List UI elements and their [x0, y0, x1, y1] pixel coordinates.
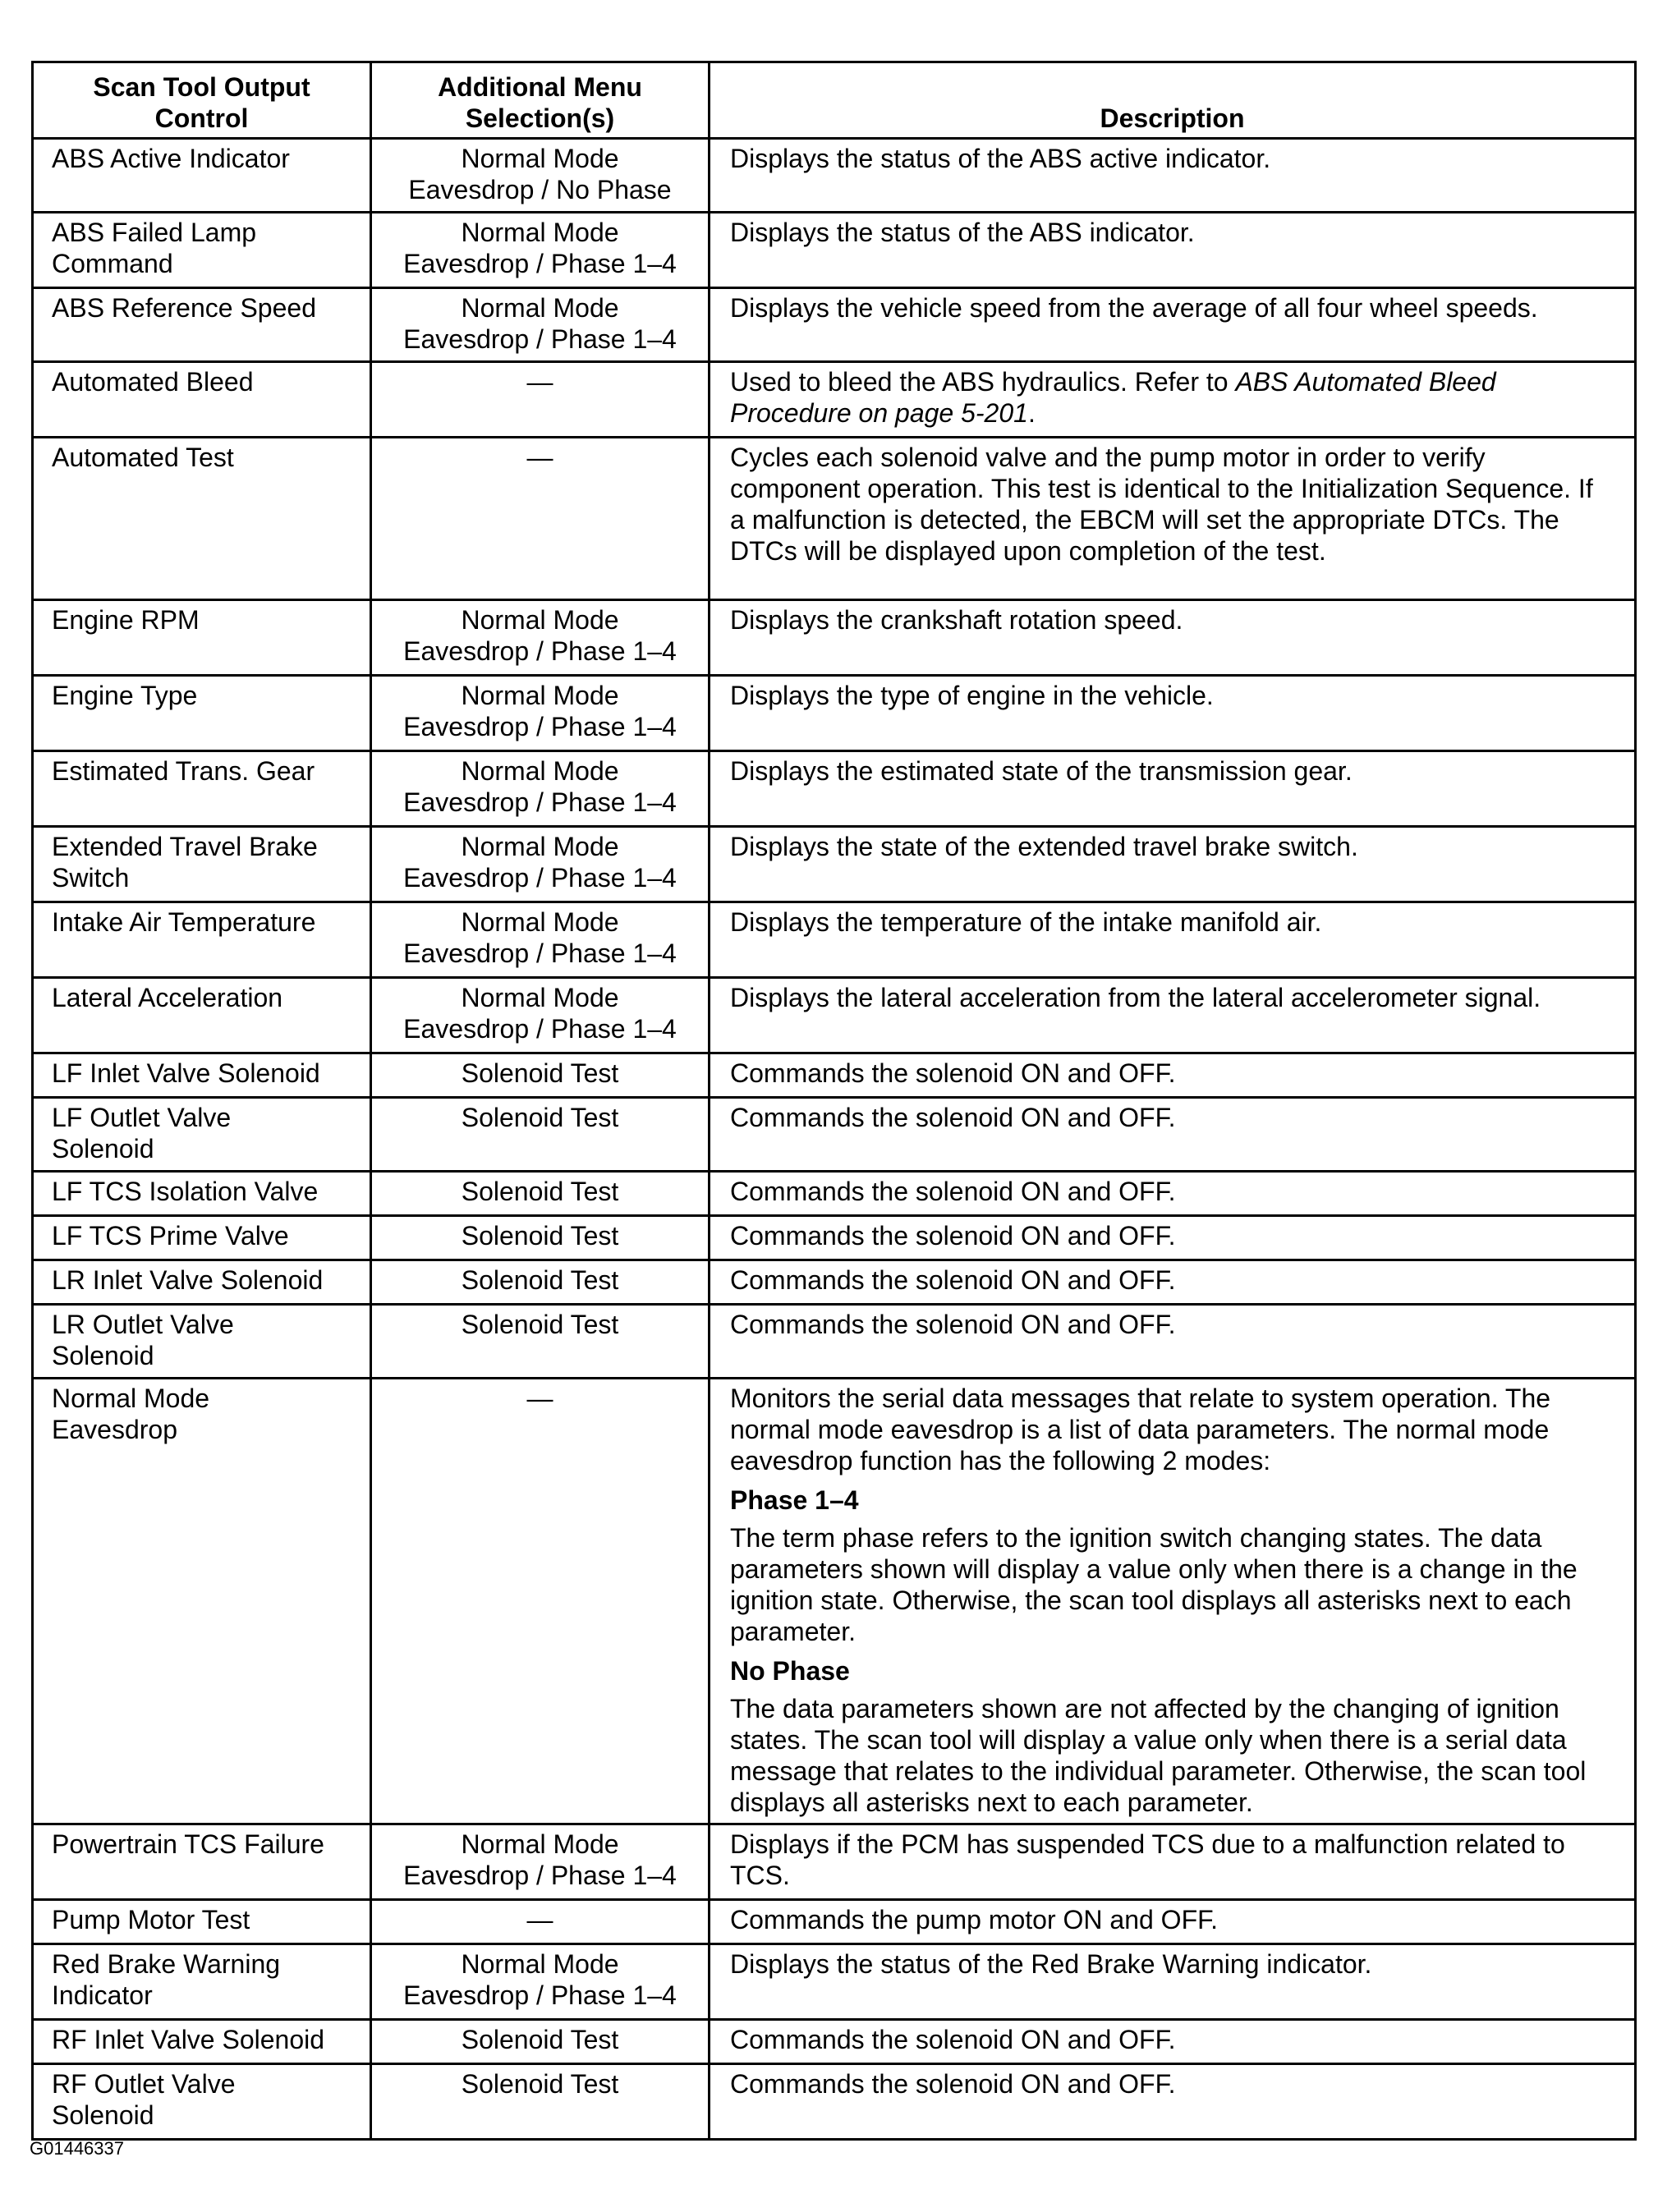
description-text-segment: Displays the status of the ABS active indicator.: [730, 144, 1271, 173]
description-text: [730, 1309, 1614, 1340]
cell-control: [33, 1216, 371, 1260]
description-reference: ABS Automated Bleed Procedure on page 5-201: [730, 367, 1496, 428]
description-text-segment: The data parameters shown are not affected by the changing of ignition states. The scan tool will display a value only when there is a serial data message that relates to the individual parameter. Otherwise, the scan tool displays all asterisks next to each parameter.: [730, 1694, 1587, 1817]
description-text-segment: Commands the solenoid ON and OFF.: [730, 1221, 1176, 1251]
cell-control: [33, 288, 371, 362]
cell-description: [710, 1098, 1636, 1172]
cell-control: [33, 600, 371, 676]
description-subheading: No Phase: [730, 1656, 850, 1686]
cell-control: [33, 751, 371, 827]
description-text: [730, 755, 1614, 787]
description-text: [730, 442, 1614, 567]
cell-description: [710, 2020, 1636, 2064]
cell-description: [710, 1172, 1636, 1216]
menu-line: Solenoid Test: [461, 2025, 619, 2054]
cell-description: [710, 2064, 1636, 2140]
description-text: [730, 1176, 1614, 1207]
description-text-segment: The term phase refers to the ignition switch changing states. The data parameters shown will display a value only when there is a change in the ignition state. Otherwise, the scan tool displays all asterisks next to each parameter.: [730, 1523, 1578, 1646]
description-text: [730, 1102, 1614, 1133]
cell-description: [710, 1053, 1636, 1098]
description-text: [730, 1829, 1614, 1891]
table-row: [33, 1172, 1636, 1216]
cell-description: [710, 676, 1636, 751]
table-row: [33, 2064, 1636, 2140]
cell-description: [710, 1900, 1636, 1944]
cell-menu-selection: [371, 1379, 710, 1824]
control-line: Solenoid: [52, 2100, 154, 2130]
table-row: [33, 600, 1636, 676]
control-line: Intake Air Temperature: [52, 907, 316, 937]
cell-control: [33, 1824, 371, 1900]
table-row: [33, 2020, 1636, 2064]
control-line: Powertrain TCS Failure: [52, 1829, 324, 1859]
cell-control: [33, 1379, 371, 1824]
table-body: [33, 139, 1636, 2140]
description-text: [730, 1693, 1614, 1818]
cell-description: [710, 1260, 1636, 1305]
description-text: [730, 2024, 1614, 2055]
cell-description: [710, 600, 1636, 676]
cell-control: [33, 676, 371, 751]
header-description-label: Description: [1100, 103, 1245, 133]
table-row: [33, 1053, 1636, 1098]
control-line: Extended Travel Brake: [52, 832, 318, 861]
cell-description: [710, 902, 1636, 978]
control-line: ABS Active Indicator: [52, 144, 290, 173]
cell-control: [33, 1098, 371, 1172]
description-text: [730, 292, 1614, 324]
header-menu: [371, 62, 710, 139]
control-line: Automated Test: [52, 443, 234, 472]
table-row: [33, 902, 1636, 978]
cell-control: [33, 438, 371, 600]
menu-line: Eavesdrop / Phase 1–4: [403, 1014, 677, 1044]
cell-control: [33, 2064, 371, 2140]
description-text: [730, 1522, 1614, 1647]
menu-line: Normal Mode: [461, 907, 619, 937]
menu-line: Eavesdrop / Phase 1–4: [403, 1980, 677, 2010]
menu-line: Solenoid Test: [461, 1265, 619, 1295]
header-control-line: Scan Tool Output: [93, 72, 310, 102]
description-text: [730, 906, 1614, 938]
cell-menu-selection: [371, 1053, 710, 1098]
menu-line: Eavesdrop / Phase 1–4: [403, 324, 677, 354]
description-text-segment: Used to bleed the ABS hydraulics. Refer to: [730, 367, 1236, 397]
menu-line: Normal Mode: [461, 681, 619, 710]
cell-description: [710, 213, 1636, 288]
menu-line: Normal Mode: [461, 605, 619, 635]
description-text-segment: Displays the estimated state of the transmission gear.: [730, 756, 1353, 786]
cell-description: [710, 1944, 1636, 2020]
cell-menu-selection: [371, 902, 710, 978]
description-text-segment: Commands the solenoid ON and OFF.: [730, 1058, 1176, 1088]
cell-description: [710, 1216, 1636, 1260]
control-line: LR Outlet Valve: [52, 1310, 234, 1339]
cell-control: [33, 1260, 371, 1305]
cell-description: [710, 1824, 1636, 1900]
control-line: ABS Reference Speed: [52, 293, 316, 323]
cell-description: [710, 978, 1636, 1053]
control-line: LF Outlet Valve: [52, 1103, 232, 1132]
description-text-segment: Displays the temperature of the intake manifold air.: [730, 907, 1322, 937]
description-text: [730, 143, 1614, 174]
cell-control: [33, 213, 371, 288]
description-text: [730, 1904, 1614, 1935]
description-text-segment: Commands the solenoid ON and OFF.: [730, 1177, 1176, 1206]
cell-menu-selection: [371, 213, 710, 288]
cell-menu-selection: [371, 438, 710, 600]
menu-line: —: [526, 443, 553, 472]
table-row: [33, 827, 1636, 902]
control-line: RF Outlet Valve: [52, 2069, 236, 2099]
description-text-segment: Commands the solenoid ON and OFF.: [730, 1265, 1176, 1295]
menu-line: Eavesdrop / Phase 1–4: [403, 938, 677, 968]
control-line: LF Inlet Valve Solenoid: [52, 1058, 320, 1088]
control-line: RF Inlet Valve Solenoid: [52, 2025, 325, 2054]
cell-menu-selection: [371, 288, 710, 362]
cell-menu-selection: [371, 1305, 710, 1379]
scan-tool-output-control-table: [31, 61, 1637, 2141]
cell-menu-selection: [371, 2064, 710, 2140]
table-row: [33, 288, 1636, 362]
control-line: Pump Motor Test: [52, 1905, 250, 1934]
cell-control: [33, 2020, 371, 2064]
control-line: LF TCS Isolation Valve: [52, 1177, 319, 1206]
description-text: [730, 2068, 1614, 2100]
description-text-segment: Displays the state of the extended travel brake switch.: [730, 832, 1358, 861]
table-row: [33, 1900, 1636, 1944]
description-text: [730, 1058, 1614, 1089]
description-text-segment: Monitors the serial data messages that relate to system operation. The normal mode eavesdrop is a list of data parameters. The normal mode eavesdrop function has the following 2 modes:: [730, 1384, 1551, 1475]
control-line: Switch: [52, 863, 130, 893]
menu-line: Solenoid Test: [461, 1058, 619, 1088]
header-control: [33, 62, 371, 139]
description-text-segment: Displays the crankshaft rotation speed.: [730, 605, 1183, 635]
table-row: [33, 438, 1636, 600]
menu-line: Eavesdrop / Phase 1–4: [403, 249, 677, 278]
table-row: [33, 213, 1636, 288]
menu-line: Normal Mode: [461, 144, 619, 173]
cell-menu-selection: [371, 1900, 710, 1944]
table-row: [33, 978, 1636, 1053]
cell-menu-selection: [371, 600, 710, 676]
menu-line: Solenoid Test: [461, 1221, 619, 1251]
cell-menu-selection: [371, 1260, 710, 1305]
description-text: [730, 1948, 1614, 1980]
cell-description: [710, 288, 1636, 362]
cell-control: [33, 362, 371, 438]
description-text: [730, 1264, 1614, 1296]
description-text-segment: Displays the status of the ABS indicator.: [730, 218, 1195, 247]
cell-control: [33, 139, 371, 213]
menu-line: Solenoid Test: [461, 1310, 619, 1339]
cell-menu-selection: [371, 139, 710, 213]
menu-line: Solenoid Test: [461, 1177, 619, 1206]
menu-line: Normal Mode: [461, 218, 619, 247]
control-line: Normal Mode: [52, 1384, 210, 1413]
description-subheading: Phase 1–4: [730, 1485, 859, 1515]
table-row: [33, 751, 1636, 827]
menu-line: Eavesdrop / Phase 1–4: [403, 1861, 677, 1890]
description-text-segment: Displays the type of engine in the vehicle.: [730, 681, 1214, 710]
description-text-segment: Displays the status of the Red Brake Warning indicator.: [730, 1949, 1372, 1979]
table-row: [33, 1098, 1636, 1172]
menu-line: Normal Mode: [461, 1829, 619, 1859]
description-text: [730, 1220, 1614, 1251]
description-text: [730, 604, 1614, 636]
control-line: Lateral Acceleration: [52, 983, 283, 1012]
menu-line: Normal Mode: [461, 832, 619, 861]
table-row: [33, 1379, 1636, 1824]
cell-control: [33, 1053, 371, 1098]
control-line: Engine RPM: [52, 605, 200, 635]
control-line: LF TCS Prime Valve: [52, 1221, 289, 1251]
table-row: [33, 362, 1636, 438]
cell-control: [33, 827, 371, 902]
cell-description: [710, 139, 1636, 213]
control-line: ABS Failed Lamp: [52, 218, 257, 247]
table-row: [33, 1216, 1636, 1260]
control-line: Solenoid: [52, 1134, 154, 1163]
control-line: Red Brake Warning: [52, 1949, 281, 1979]
menu-line: Eavesdrop / No Phase: [408, 175, 672, 204]
description-text-segment: Commands the solenoid ON and OFF.: [730, 1103, 1176, 1132]
header-control-line: Control: [154, 103, 249, 133]
cell-control: [33, 1900, 371, 1944]
cell-menu-selection: [371, 978, 710, 1053]
menu-line: Eavesdrop / Phase 1–4: [403, 787, 677, 817]
cell-control: [33, 1305, 371, 1379]
description-text-segment: Commands the pump motor ON and OFF.: [730, 1905, 1218, 1934]
control-line: Eavesdrop: [52, 1415, 177, 1444]
control-line: Automated Bleed: [52, 367, 254, 397]
cell-description: [710, 827, 1636, 902]
description-text: [730, 1383, 1614, 1476]
description-text: [730, 680, 1614, 711]
table-row: [33, 676, 1636, 751]
header-menu-line: Selection(s): [465, 103, 615, 133]
figure-id: G01446337: [30, 2138, 124, 2159]
cell-menu-selection: [371, 362, 710, 438]
cell-description: [710, 438, 1636, 600]
cell-description: [710, 1379, 1636, 1824]
cell-menu-selection: [371, 676, 710, 751]
description-text: [730, 831, 1614, 862]
cell-control: [33, 1172, 371, 1216]
control-line: LR Inlet Valve Solenoid: [52, 1265, 324, 1295]
cell-menu-selection: [371, 751, 710, 827]
menu-line: Normal Mode: [461, 1949, 619, 1979]
description-text: [730, 982, 1614, 1013]
description-text-segment: Commands the solenoid ON and OFF.: [730, 2069, 1176, 2099]
menu-line: Solenoid Test: [461, 1103, 619, 1132]
control-line: Solenoid: [52, 1341, 154, 1370]
menu-line: Eavesdrop / Phase 1–4: [403, 863, 677, 893]
cell-menu-selection: [371, 1944, 710, 2020]
description-text-segment: Commands the solenoid ON and OFF.: [730, 2025, 1176, 2054]
menu-line: Eavesdrop / Phase 1–4: [403, 636, 677, 666]
cell-description: [710, 362, 1636, 438]
table-row: [33, 1824, 1636, 1900]
description-text-segment: Commands the solenoid ON and OFF.: [730, 1310, 1176, 1339]
menu-line: Normal Mode: [461, 293, 619, 323]
description-text: [730, 366, 1614, 429]
menu-line: Solenoid Test: [461, 2069, 619, 2099]
control-line: Engine Type: [52, 681, 198, 710]
control-line: Estimated Trans. Gear: [52, 756, 315, 786]
cell-control: [33, 1944, 371, 2020]
control-line: Indicator: [52, 1980, 153, 2010]
description-text: [730, 217, 1614, 248]
menu-line: Normal Mode: [461, 983, 619, 1012]
header-description: [710, 62, 1636, 139]
table-row: [33, 1260, 1636, 1305]
table-row: [33, 139, 1636, 213]
cell-menu-selection: [371, 827, 710, 902]
table-row: [33, 1305, 1636, 1379]
cell-description: [710, 751, 1636, 827]
menu-line: Normal Mode: [461, 756, 619, 786]
header-menu-line: Additional Menu: [438, 72, 642, 102]
menu-line: —: [526, 1384, 553, 1413]
menu-line: —: [526, 367, 553, 397]
description-text-segment: Displays the vehicle speed from the average of all four wheel speeds.: [730, 293, 1538, 323]
menu-line: —: [526, 1905, 553, 1934]
description-text-segment: Cycles each solenoid valve and the pump motor in order to verify component operation. This test is identical to the Initialization Sequence. If a malfunction is detected, the EBCM will set the appropriate DTCs. The DTCs will be displayed upon completion of the test.: [730, 443, 1593, 566]
menu-line: Eavesdrop / Phase 1–4: [403, 712, 677, 741]
cell-description: [710, 1305, 1636, 1379]
cell-menu-selection: [371, 1172, 710, 1216]
table-row: [33, 1944, 1636, 2020]
cell-menu-selection: [371, 1098, 710, 1172]
description-text-segment: Displays the lateral acceleration from the lateral accelerometer signal.: [730, 983, 1541, 1012]
cell-menu-selection: [371, 1824, 710, 1900]
description-text-segment: .: [1027, 398, 1036, 428]
control-line: Command: [52, 249, 173, 278]
table-header-row: [33, 62, 1636, 139]
description-text-segment: Displays if the PCM has suspended TCS due to a malfunction related to TCS.: [730, 1829, 1565, 1890]
cell-control: [33, 902, 371, 978]
cell-control: [33, 978, 371, 1053]
cell-menu-selection: [371, 2020, 710, 2064]
cell-menu-selection: [371, 1216, 710, 1260]
